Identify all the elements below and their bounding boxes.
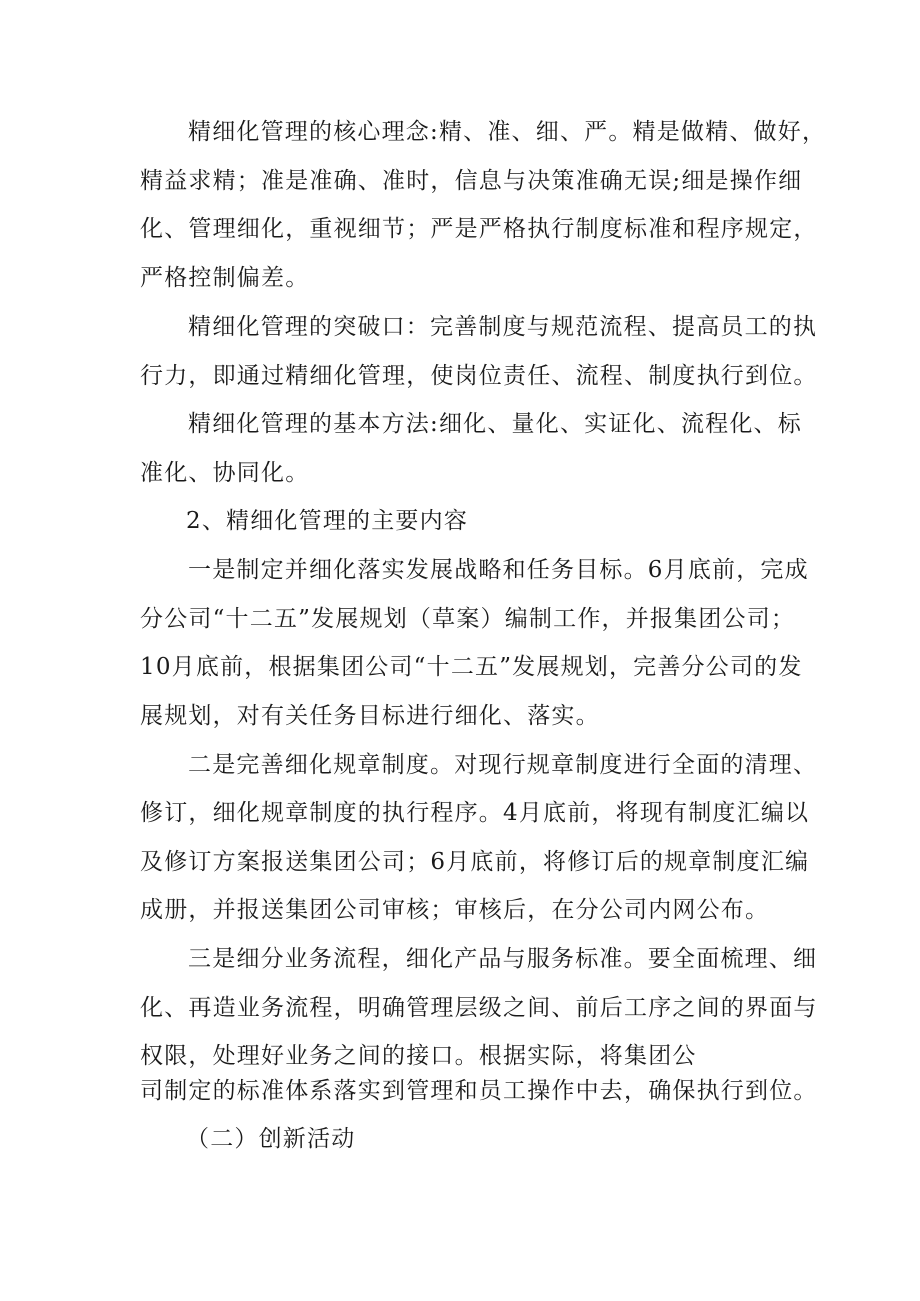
paragraph-line: 行力，即通过精细化管理，使岗位责任、流程、制度执行到位。 — [140, 363, 818, 389]
paragraph-line: 司制定的标准体系落实到管理和员工操作中去，确保执行到位。 — [140, 1078, 818, 1104]
paragraph-line: 精细化管理的突破口：完善制度与规范流程、提高员工的执 — [188, 314, 818, 340]
paragraph-line: 化、再造业务流程，明确管理层级之间、前后工序之间的界面与 — [140, 995, 818, 1021]
paragraph-line: 分公司“十二五”发展规划（草案）编制工作，并报集团公司； — [140, 606, 796, 632]
paragraph-line: 10月底前，根据集团公司“十二五”发展规划，完善分公司的发 — [140, 654, 803, 680]
paragraph-line: 精益求精；准是准确、准时，信息与决策准确无误;细是操作细 — [140, 168, 803, 194]
paragraph-line: 精细化管理的核心理念:精、准、细、严。精是做精、做好， — [188, 119, 827, 145]
paragraph-line: 准化、协同化。 — [140, 460, 310, 486]
section-heading: 2、精细化管理的主要内容 — [186, 508, 469, 534]
paragraph-line: 及修订方案报送集团公司；6月底前，将修订后的规章制度汇编 — [140, 849, 810, 875]
section-subheading: （二）创新活动 — [186, 1126, 356, 1152]
paragraph-line: 一是制定并细化落实发展战略和任务目标。6月底前，完成 — [188, 557, 809, 583]
paragraph-line: 修订，细化规章制度的执行程序。4月底前，将现有制度汇编以 — [140, 800, 810, 826]
paragraph-line: 化、管理细化，重视细节；严是严格执行制度标准和程序规定， — [140, 216, 818, 242]
paragraph-line: 精细化管理的基本方法:细化、量化、实证化、流程化、标 — [188, 411, 802, 437]
paragraph-line: 严格控制偏差。 — [140, 265, 310, 291]
paragraph-line: 展规划，对有关任务目标进行细化、落实。 — [140, 703, 600, 729]
paragraph-line: 二是完善细化规章制度。对现行规章制度进行全面的清理、 — [188, 752, 818, 778]
paragraph-line: 权限，处理好业务之间的接口。根据实际，将集团公 — [140, 1043, 697, 1069]
paragraph-line: 成册，并报送集团公司审核；审核后，在分公司内网公布。 — [140, 897, 770, 923]
paragraph-line: 三是细分业务流程，细化产品与服务标准。要全面梳理、细 — [188, 946, 818, 972]
